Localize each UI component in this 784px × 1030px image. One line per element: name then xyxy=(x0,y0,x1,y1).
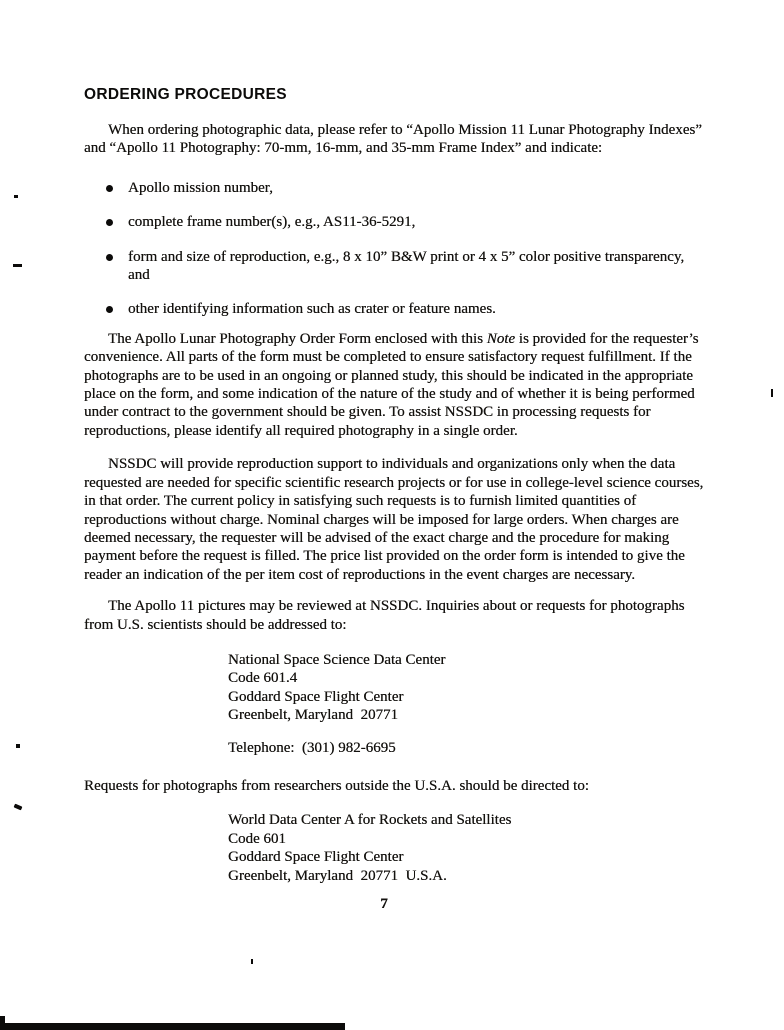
scan-artifact-bottom-bar xyxy=(0,1023,345,1030)
scan-artifact-left-dash xyxy=(13,264,22,267)
telephone-line: Telephone: (301) 982-6695 xyxy=(228,739,396,756)
page-number: 7 xyxy=(380,896,388,912)
indicate-bullet-list xyxy=(84,179,704,319)
address-line: Greenbelt, Maryland 20771 xyxy=(228,707,398,724)
telephone-line-wrap xyxy=(228,739,704,757)
bullet-icon xyxy=(106,219,113,226)
scan-artifact-left-tick xyxy=(14,804,23,811)
intro-paragraph: When ordering photographic data, please refer to “Apollo Mission 11 Lunar Photography Indexes” and “Apollo 11 Photography: 70-mm, 16-mm, and 35-mm Frame Index” and indicate: xyxy=(84,122,702,157)
international-paragraph: Requests for photographs from researchers outside the U.S.A. should be directed to: xyxy=(84,777,589,794)
address-block-wdc xyxy=(228,811,704,885)
list-item-text: Apollo mission number, xyxy=(128,179,273,196)
scan-artifact-right-tick xyxy=(771,389,773,397)
list-item xyxy=(84,213,704,231)
address-line: Code 601 xyxy=(228,830,286,847)
bullet-icon xyxy=(106,254,113,261)
list-item xyxy=(84,179,704,197)
address-line: Goddard Space Flight Center xyxy=(228,849,404,866)
address-line: Greenbelt, Maryland 20771 U.S.A. xyxy=(228,867,447,884)
scan-artifact-left-dot xyxy=(16,744,20,748)
list-item xyxy=(84,300,704,318)
bullet-icon xyxy=(106,185,113,192)
address-line: National Space Science Data Center xyxy=(228,651,446,668)
bullet-icon xyxy=(106,306,113,313)
scan-artifact-left-dot xyxy=(14,195,18,198)
address-line: Goddard Space Flight Center xyxy=(228,688,404,705)
order-form-paragraph xyxy=(84,330,704,440)
policy-paragraph: NSSDC will provide reproduction support to individuals and organizations only when the data requested are needed for specific scientific research projects or for use in college-level science courses, in that order. The current policy in satisfying such requests is to furnish limited quantities of reproductions without charge. Nominal charges will be imposed for large orders. When charges are deemed necessary, the requester will be advised of the exact charge and the procedure for making payment before the request is filled. The price list provided on the order form is intended to give the reader an indication of the per item cost of reproductions in the event charges are necessary. xyxy=(84,456,704,583)
review-paragraph: The Apollo 11 pictures may be reviewed at NSSDC. Inquiries about or requests for photographs from U.S. scientists should be addressed to: xyxy=(84,598,685,633)
address-line: World Data Center A for Rockets and Satellites xyxy=(228,812,512,829)
scan-artifact-bottom-tick xyxy=(251,959,253,964)
list-item-text: form and size of reproduction, e.g., 8 x 10” B&W print or 4 x 5” color positive transparency, and xyxy=(128,248,685,284)
list-item xyxy=(84,248,704,285)
list-item-text: complete frame number(s), e.g., AS11-36-5291, xyxy=(128,214,416,231)
order-form-text-pre: The Apollo Lunar Photography Order Form enclosed with this xyxy=(108,330,487,347)
note-title-italic: Note xyxy=(486,330,516,347)
address-block-nssdc xyxy=(228,651,704,725)
address-line: Code 601.4 xyxy=(228,670,298,687)
page-content xyxy=(84,0,704,913)
section-heading: ORDERING PROCEDURES xyxy=(84,86,287,103)
list-item-text: other identifying information such as crater or feature names. xyxy=(128,301,496,318)
order-form-text-post: is provided for the requester’s convenience. All parts of the form must be completed to ensure satisfactory request fulfillment. If the photographs are to be used in an ongoing or planned study, this should be indicated in the appropriate place on the form, and some indication of the nature of the study and of whether it is being performed under contract to the government should be given. To assist NSSDC in processing requests for reproductions, please identify all required photography in a single order. xyxy=(84,330,699,439)
